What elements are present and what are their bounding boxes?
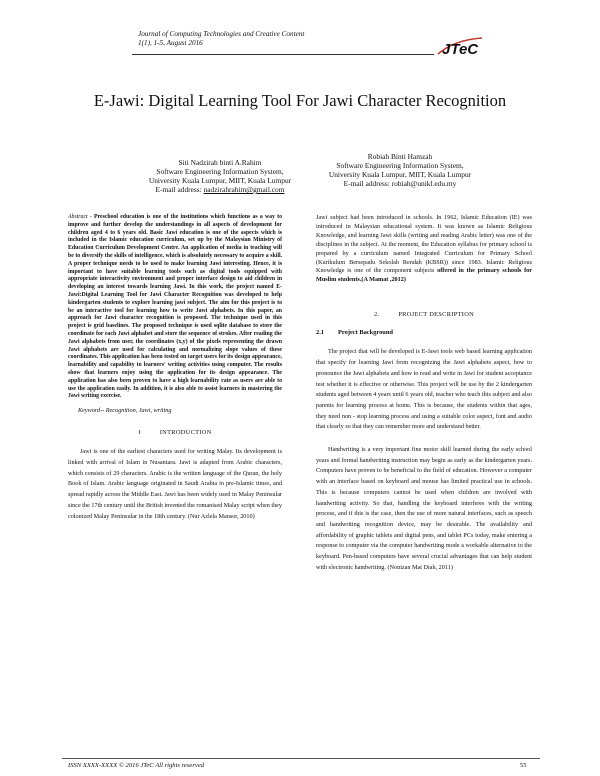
author-2-inst: University Kuala Lumpur, MIIT, Kuala Lumpur [328,170,472,179]
intro-continued-paragraph [316,214,532,285]
subsection-number: 2.1 [316,329,324,337]
left-column [68,214,282,522]
author-1-dept: Software Engineering Information System, [156,167,284,176]
author-1-email-label: E-mail address: [155,185,202,194]
subsection-title: Project Background [338,329,393,337]
journal-header [138,30,304,48]
project-background-paragraph-1: The project that will be developed is E-Jawi tools web based learning application that specify for learning Jawi from recognizing the Jawi alphabets aspect, how to pronounce the Jawi alphabets and how to read and write in Jawi for student acceptance test whether it is effective or otherwise. This project will be use by the 2 kindergarten students aged between 4 years until 6 years old, teacher who teach this subject and also parents for learning process at home. This is because, the students within that ages, they need non - stop learning process and using a suitable color aspect, font and audio that clearly so that they can remember more and understand better. [316,348,532,431]
intro-continued-bold: offered in the primary schools for Muslim students.(A Mamat ,2012) [316,267,532,284]
keywords: Keyword-- Recognition, Jawi, writing [78,407,172,415]
journal-logo [436,34,492,58]
abstract [68,214,282,401]
subsection-heading-project-background [316,329,532,337]
footer-rule [62,758,540,759]
section-heading-introduction: I INTRODUCTION [138,429,212,437]
abstract-text: Preschool education is one of the institutions which functions as a way to improve and further develop the understandings in all aspects of development for children aged 4 to 6 years old. Basic Jawi education is one of the aspects which is included in the Islamic education curriculum, set up by the Malaysian Ministry of Education Curriculum Development Centre. An application of media in teaching will be to diversify the skills of intelligence, which is absolutely necessary to acquire a skill. A proper technique needs to be used to make learning Jawi interesting. Hence, it is important to have suitable learning tools such as digital tools equipped with appropriate interactivity environment and proper interface design to aid children in developing an interest towards learning Jawi. In this work, the project named E-Jawi:Digital Learning Tool for Jawi Character Recognition was developed to help kindergarten students to explore learning jawi subject. The aim for this project is to be an interactive tool for learning how to write Jawi alphabets. In this paper, an approach for Jawi character recognition is proposed. The technique used in this project is grid baselines. The proposed technique is used sqlite database to store the coordinate for each Jawi alphabet and store the sequence of strokes. After reading the Jawi alphabets from user, the coordinates (x,y) of the pixels representing the drawn Jawi alphabets are used for calculating and normalizing slope values of these coordinates. This application has been tested on target users for its design appearance, learnability and capability to learners' writing activities using computer. The results show that learners enjoy using the application for its design appearance. The application has also been proven to have a high learnability rate as users are able to use the application easily. In addition, it is also able to assist learners in mastering the Jawi writing exercise. [68,214,282,400]
header-rule [132,54,434,55]
introduction-paragraph: Jawi is one of the earliest characters used for writing Malay. Its development is linked with arrival of Islam in Nusantara. Jawi is adapted from Arabic characters, which consists of 29 characters. Arabic is the written language of the Quran, the holy Book of Islam. Arabic language originated in Saudi Arabia in pre-Islamic times, and spread rapidly across the Middle East. Jawi has been widely used in Malay Peninsular since the 17th century until the British invented the romanised Malay script when they colonized Malay Peninsular in the 18th century. (Nur Azlela Mansor, 2010) [68,448,282,520]
journal-name: Journal of Computing Technologies and Creative Content [138,30,305,38]
logo-text: JTeC [442,41,479,58]
author-2-email-line [300,179,500,188]
author-2-name: Robiah Binti Hamzah [367,152,433,161]
abstract-lead: Abstract - [68,214,92,220]
project-background-paragraph-2: Handwriting is a very important fine motor skill learned during the early school years and formal handwriting instruction may begin as early as the kindergarten years. Computers have proven to be beneficial to the field of education. However a computer with an interface based on keyboard and mouse has limited practical use in schools. This is because computers cannot be used when children are involved with handwriting activity. So that, handling the keyboard interferes with the writing process, and if this is the case, then the use of more natural interfaces, such as speech and handwriting recognition device, may be desirable. The availability and affordability of graphic tablets and digital pens, and tablet PCs today, make entering a response to computer via the computer handwriting mode a workable alternative to the keyboard. Pen-based computers have several crucial advantages that can help student with electronic handwriting. (Nonizan Mat Diah, 2011) [316,446,532,571]
issue-info: 1(1), 1-5, August 2016 [138,39,203,47]
section-heading-project-description: 2. PROJECT DESCRIPTION [373,311,475,319]
author-1-email-line [120,185,320,194]
author-2-email-label: E-mail address: [343,179,390,188]
right-column [316,214,532,574]
paper-title: E-Jawi: Digital Learning Tool For Jawi Character Recognition [93,91,507,110]
intro-continued-text: Jawi subject had been introduced in schools. In 1962, Islamic Education (IE) was introduced in Malaysian educational system. It was known as Islamic Religious Knowledge, and learning Jawi skills (writing and reading Arabic letter) was one of the disciplines in the subject. At the moment, the Education syllabus for primary school is prepared by a curriculum named Integrated Curriculum for Primary School (Kurikulum Bersepadu Sekolah Rendah (KBSR)) since 1983. Islamic Religious Knowledge is one of the component subjects [316,214,532,275]
author-2 [300,152,500,188]
author-1-inst: University Kuala Lumpur, MIIT, Kuala Lumpur [148,176,292,185]
page-number: 55 [520,762,527,769]
author-1 [120,158,320,194]
footer-issn: ISSN XXXX-XXXX © 2016 JTeC All rights reserved [68,762,205,769]
author-1-email-link[interactable]: nadzirahrahim@gmail.com [203,185,285,194]
author-2-email: robiah@unikl.edu.my [391,179,457,188]
author-1-name: Siti Nadzirah binti A.Rahim [178,158,262,167]
author-2-dept: Software Engineering Information System, [336,161,464,170]
